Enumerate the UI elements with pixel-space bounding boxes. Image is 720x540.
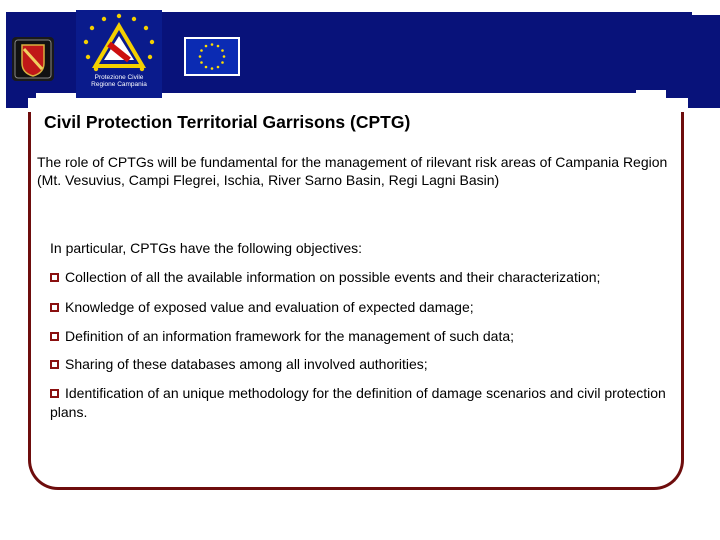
objective-item <box>50 327 682 346</box>
header-corner <box>692 12 720 15</box>
square-bullet-icon <box>50 389 59 398</box>
region-seal-icon <box>12 37 54 81</box>
objective-text: Sharing of these databases among all involved authorities; <box>65 356 428 372</box>
objective-text: Collection of all the available information on possible events and their characterization; <box>65 269 601 285</box>
objective-text: Knowledge of exposed value and evaluation of expected damage; <box>65 299 474 315</box>
logo-caption <box>78 74 160 88</box>
eu-flag-icon <box>184 37 240 76</box>
header-edge <box>0 12 6 108</box>
square-bullet-icon <box>50 303 59 312</box>
square-bullet-icon <box>50 360 59 369</box>
objective-item <box>50 384 682 422</box>
objective-item <box>50 268 682 287</box>
square-bullet-icon <box>50 332 59 341</box>
logo-caption-line2: Regione Campania <box>91 81 147 88</box>
logo-caption-line1: Protezione Civile <box>94 74 144 81</box>
objective-text: Identification of an unique methodology for the definition of damage scenarios and civil protection plans. <box>50 385 666 420</box>
slide-title: Civil Protection Territorial Garrisons (CPTG) <box>44 112 411 132</box>
frame-top-mask <box>28 98 688 112</box>
objective-item <box>50 298 682 317</box>
objectives-lead: In particular, CPTGs have the following objectives: <box>50 240 363 256</box>
intro-paragraph: The role of CPTGs will be fundamental for the management of rilevant risk areas of Campania Region (Mt. Vesuvius, Campi Flegrei, Ischia, River Sarno Basin, Regi Lagni Basin) <box>37 154 668 188</box>
objective-item <box>50 355 682 374</box>
square-bullet-icon <box>50 273 59 282</box>
objective-text: Definition of an information framework for the management of such data; <box>65 328 515 344</box>
